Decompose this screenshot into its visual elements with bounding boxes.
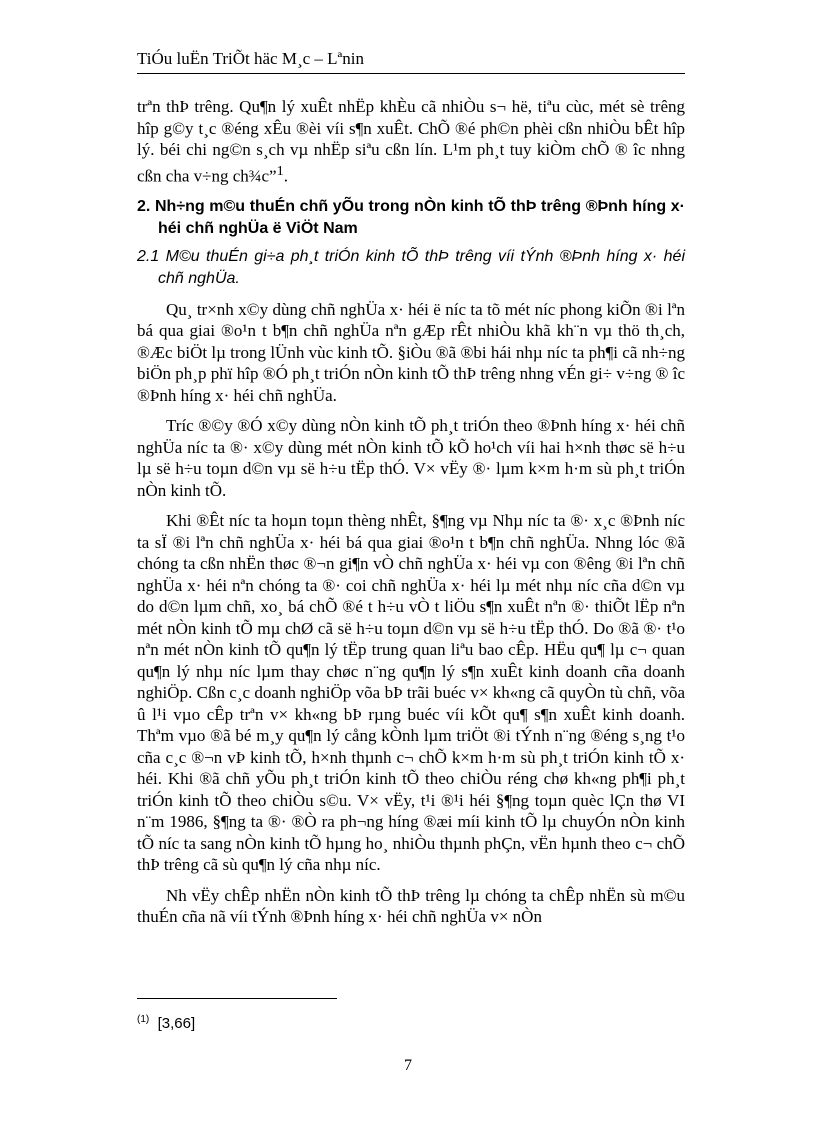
page-number: 7 [404,1057,412,1074]
body-paragraph-4: Nh vËy chÊp nhËn nÒn kinh tÕ thÞ trêng lµ chóng ta chÊp nhËn sù m©u thuÉn cña nã víi tÝnh ®Þnh híng x· héi chñ nghÜa v× nÒn [137,885,685,927]
footnote-rule [137,998,337,999]
body-paragraph-3: Khi ®Êt níc ta hoµn toµn thèng nhÊt, §¶ng vµ Nhµ níc ta ®· x¸c ®Þnh níc ta sÏ ®i lªn chñ nghÜa x· héi bá qua giai ®o¹n t b¶n chñ nghÜa. Nhng lóc ®ã chóng ta cßn nhËn thøc ®¬n gi¶n vÒ chñ nghÜa x· héi vµ con ®êng ®i lªn chñ nghÜa x· héi nªn chóng ta ®· coi chñ nghÜa x· héi lµ mét nhµ níc cña d©n vµ do d©n lµm chñ, xo¸ bá chÕ ®é t h÷u vÒ t liÖu s¶n xuÊt nªn ®· thiÕt lËp nªn mét nÒn kinh tÕ mµ chØ cã së h÷u toµn d©n vµ së h÷u tËp thÓ. Do ®ã ®· t¹o nªn mét nÒn kinh tÕ qu¶n lý tËp trung quan liªu bao cÊp. HËu qu¶ lµ c¬ quan qu¶n lý nhµ níc lµm thay chøc n¨ng qu¶n lý s¶n xuÊt kinh doanh cña doanh nghiÖp. Cßn c¸c doanh nghiÖp võa bÞ trãi buéc v× kh«ng cã quyÒn tù chñ, võa û l¹i vµo cÊp trªn v× kh«ng bÞ rµng buéc víi kÕt qu¶ s¶n xuÊt kinh doanh. Thªm vµo ®ã bé m¸y qu¶n lý cång kÒnh lµm triÖt ®i tÝnh n¨ng ®éng s¸ng t¹o cña c¸c ®¬n vÞ kinh tÕ, h×nh thµnh c¬ chÕ k×m h·m sù ph¸t triÓn kinh tÕ x· héi. Khi ®ã chñ yÕu ph¸t triÓn kinh tÕ theo chiÒu réng chø kh«ng ph¶i ph¸t triÓn kinh tÕ theo chiÒu s©u. V× vËy, t¹i ®¹i héi §¶ng toµn quèc lÇn thø VI n¨m 1986, §¶ng ta ®· ®Ò ra ph¬ng híng ®æi míi kinh tÕ lµ chuyÓn nÒn kinh tÕ níc ta sang nÒn kinh tÕ hµng ho¸ nhiÒu thµnh phÇn, vËn hµnh theo c¬ chÕ thÞ trêng cã sù qu¶n lý cña nhµ níc. [137,511,685,875]
intro-text: trªn thÞ trêng. Qu¶n lý xuÊt nhËp khÈu cã nhiÒu s¬ hë, tiªu cùc, mét sè trêng hîp g©y t¸c ®éng xÊu ®èi víi s¶n xuÊt. ChÕ ®é ph©n phèi cßn nhiÒu bÊt hîp lý. béi chi ng©n s¸ch vµ nhËp siªu cßn lín. L¹m ph¸t tuy kiÒm chÕ ® îc nhng cßn cha v÷ng ch¾c” [137,97,685,186]
footnote-text: [3,66] [157,1015,196,1032]
running-header: TiÓu luËn TriÕt häc M¸c – Lªnin [137,49,364,68]
subsection-heading: 2.1 M©u thuÉn gi÷a ph¸t triÓn kinh tÕ thÞ trêng víi tÝnh ®Þnh híng x· héi chñ nghÜa. [137,247,685,287]
footnote-ref: 1 [276,162,284,179]
intro-paragraph: trªn thÞ trêng. Qu¶n lý xuÊt nhËp khÈu cã nhiÒu s¬ hë, tiªu cùc, mét sè trêng hîp g©y t¸c ®éng xÊu ®èi víi s¶n xuÊt. ChÕ ®é ph©n phèi cßn nhiÒu bÊt hîp lý. béi chi ng©n s¸ch vµ nhËp siªu cßn lín. L¹m ph¸t tuy kiÒm chÕ ® îc nhng cßn cha v÷ng ch¾c”$^1$. [137,97,685,186]
header-rule [137,73,685,74]
footnote [137,1011,195,1033]
footnote-marker: (1) [137,1014,150,1025]
body-paragraph-2: Tríc ®©y ®Ó x©y dùng nÒn kinh tÕ ph¸t triÓn theo ®Þnh híng x· héi chñ nghÜa níc ta ®· x©y dùng mét nÒn kinh tÕ kÕ ho¹ch víi hai h×nh thøc së h÷u lµ së h÷u toµn d©n vµ së h÷u tËp thÓ. V× vËy ®· lµm k×m h·m sù ph¸t triÓn nÒn kinh tÕ. [137,416,685,500]
section-heading: 2. Nh÷ng m©u thuÉn chñ yÕu trong nÒn kinh tÕ thÞ trêng ®Þnh híng x· héi chñ nghÜa ë ViÖt Nam [137,197,685,237]
body-paragraph-1: Qu¸ tr×nh x©y dùng chñ nghÜa x· héi ë níc ta tõ mét níc phong kiÕn ®i lªn bá qua giai ®o¹n t b¶n chñ nghÜa nªn gÆp rÊt nhiÒu khã kh¨n vµ thö th¸ch, ®Æc biÖt lµ trong lÜnh vùc kinh tÕ. §iÒu ®ã ®bi hái nhµ níc ta ph¶i cã nh÷ng biÖn ph¸p phï hîp ®Ó ph¸t triÓn nÒn kinh tÕ thÞ trêng nhng vÉn gi÷ v÷ng ® îc ®Þnh híng x· héi chñ nghÜa. [137,299,685,405]
document-body [137,96,685,928]
